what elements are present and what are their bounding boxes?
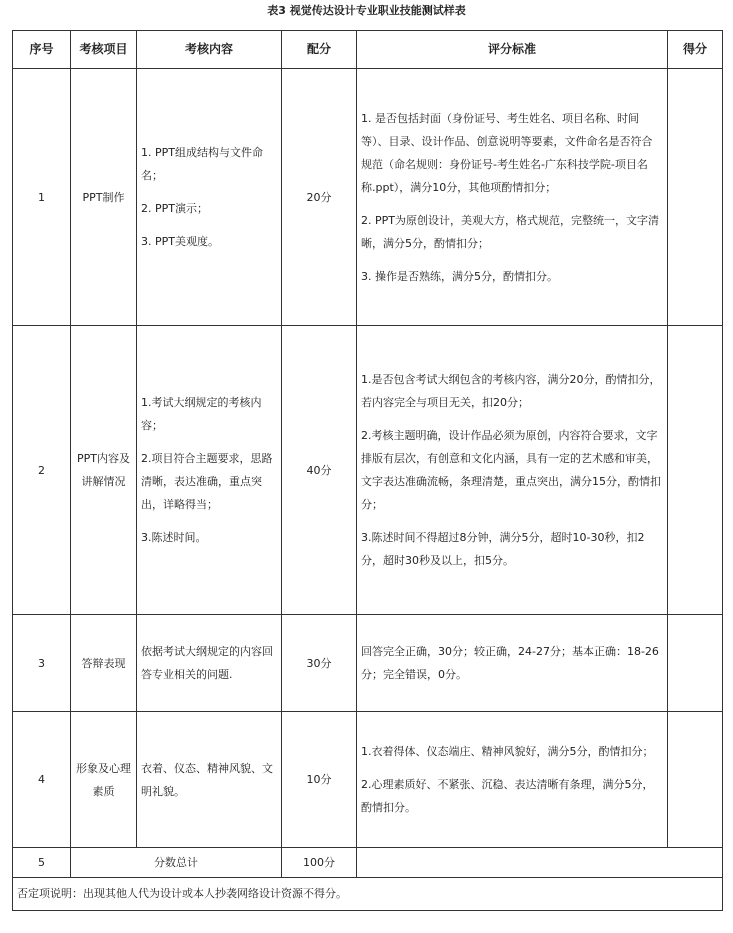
row-score: 20分 xyxy=(282,69,357,326)
row-points xyxy=(668,615,723,712)
note-row xyxy=(13,878,723,911)
criteria-line: 3. 操作是否熟练，满分5分，酌情扣分。 xyxy=(361,269,558,283)
row-score: 10分 xyxy=(282,712,357,848)
row-points xyxy=(668,712,723,848)
row-criteria xyxy=(357,712,668,848)
row-item: 形象及心理素质 xyxy=(71,712,137,848)
row-score: 30分 xyxy=(282,615,357,712)
table-title: 表3 视觉传达设计专业职业技能测试样表 xyxy=(267,4,466,17)
content-line: 2.项目符合主题要求，思路清晰，表达准确，重点突出，详略得当； xyxy=(141,452,273,511)
row-criteria xyxy=(357,326,668,615)
header-item: 考核项目 xyxy=(71,31,137,69)
header-score: 配分 xyxy=(282,31,357,69)
criteria-line: 1. 是否包括封面（身份证号、考生姓名、项目名称、时间等）、目录、设计作品、创意说明等要素，文件命名是否符合规范（命名规则：身份证号-考生姓名-广东科技学院-项目名称.ppt），满分10分，其他项酌情扣分； xyxy=(361,111,653,194)
total-label: 分数总计 xyxy=(71,848,282,878)
table-row xyxy=(13,712,723,848)
row-item: 答辩表现 xyxy=(71,615,137,712)
table-row xyxy=(13,326,723,615)
content-line: 2. PPT演示； xyxy=(141,202,208,215)
table-row xyxy=(13,69,723,326)
total-empty xyxy=(357,848,723,878)
criteria-line: 1.是否包含考试大纲包含的考核内容，满分20分，酌情扣分，若内容完全与项目无关，扣20分； xyxy=(361,373,661,409)
content-line: 3.陈述时间。 xyxy=(141,531,207,544)
total-row xyxy=(13,848,723,878)
negative-note: 否定项说明：出现其他人代为设计或本人抄袭网络设计资源不得分。 xyxy=(13,878,723,911)
content-line: 依据考试大纲规定的内容回答专业相关的问题. xyxy=(141,645,273,681)
row-criteria xyxy=(357,69,668,326)
row-item: PPT制作 xyxy=(71,69,137,326)
header-row xyxy=(13,31,723,69)
header-criteria: 评分标准 xyxy=(357,31,668,69)
row-no: 3 xyxy=(13,615,71,712)
row-score: 40分 xyxy=(282,326,357,615)
criteria-line: 2. PPT为原创设计，美观大方，格式规范，完整统一，文字清晰，满分5分，酌情扣分； xyxy=(361,213,659,250)
scoring-table xyxy=(12,30,723,911)
row-no: 1 xyxy=(13,69,71,326)
header-content: 考核内容 xyxy=(137,31,282,69)
row-content xyxy=(137,69,282,326)
row-no: 4 xyxy=(13,712,71,848)
content-line: 衣着、仪态、精神风貌、文明礼貌。 xyxy=(141,761,273,798)
header-points: 得分 xyxy=(668,31,723,69)
header-no: 序号 xyxy=(13,31,71,69)
total-no: 5 xyxy=(13,848,71,878)
row-item: PPT内容及讲解情况 xyxy=(71,326,137,615)
criteria-line: 3.陈述时间不得超过8分钟，满分5分，超时10-30秒，扣2分，超时30秒及以上，扣5分。 xyxy=(361,531,645,567)
content-line: 1.考试大纲规定的考核内容； xyxy=(141,396,262,432)
row-no: 2 xyxy=(13,326,71,615)
total-score: 100分 xyxy=(282,848,357,878)
content-line: 3. PPT美观度。 xyxy=(141,235,219,248)
row-points xyxy=(668,326,723,615)
criteria-line: 回答完全正确，30分；较正确，24-27分；基本正确：18-26分；完全错误，0分。 xyxy=(361,645,659,681)
criteria-line: 1.衣着得体、仪态端庄、精神风貌好，满分5分，酌情扣分； xyxy=(361,745,654,758)
table-row xyxy=(13,615,723,712)
row-content xyxy=(137,326,282,615)
criteria-line: 2.考核主题明确，设计作品必须为原创，内容符合要求，文字排版有层次，有创意和文化内涵，具有一定的艺术感和审美，文字表达准确流畅，条理清楚，重点突出，满分15分，酌情扣分； xyxy=(361,429,661,511)
row-points xyxy=(668,69,723,326)
criteria-line: 2.心理素质好、不紧张、沉稳、表达清晰有条理，满分5分，酌情扣分。 xyxy=(361,778,654,814)
row-criteria xyxy=(357,615,668,712)
row-content xyxy=(137,615,282,712)
row-content xyxy=(137,712,282,848)
content-line: 1. PPT组成结构与文件命名； xyxy=(141,146,263,182)
